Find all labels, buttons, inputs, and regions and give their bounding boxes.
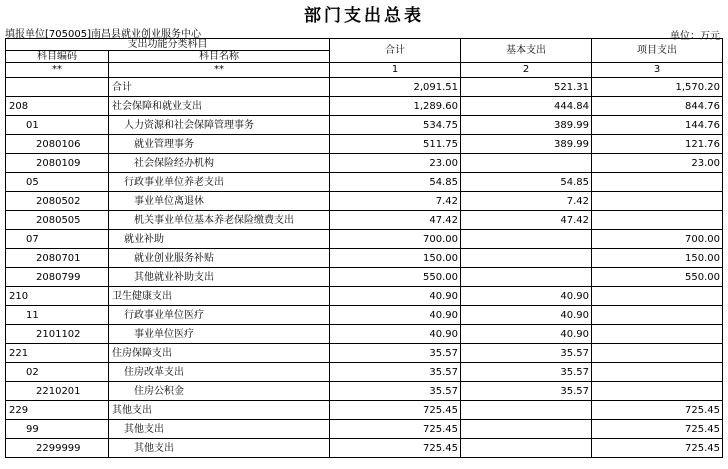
cell-project bbox=[592, 306, 723, 325]
cell-name: 合计 bbox=[109, 78, 330, 97]
cell-name: 行政事业单位医疗 bbox=[109, 306, 330, 325]
table-row bbox=[6, 211, 723, 230]
cell-total: 2,091.51 bbox=[330, 78, 461, 97]
expenditure-table bbox=[5, 38, 723, 458]
cell-project: 1,570.20 bbox=[592, 78, 723, 97]
cell-name: 住房公积金 bbox=[109, 382, 330, 401]
cell-name: 卫生健康支出 bbox=[109, 287, 330, 306]
cell-total: 550.00 bbox=[330, 268, 461, 287]
cell-code: 2080701 bbox=[6, 249, 109, 268]
table-row bbox=[6, 268, 723, 287]
basic-index: 2 bbox=[461, 63, 592, 78]
cell-code: 2080502 bbox=[6, 192, 109, 211]
cell-code: 2080106 bbox=[6, 135, 109, 154]
cell-basic bbox=[461, 401, 592, 420]
page-title: 部门支出总表 bbox=[304, 6, 424, 26]
total-index: 1 bbox=[330, 63, 461, 78]
cell-basic: 47.42 bbox=[461, 211, 592, 230]
cell-project bbox=[592, 211, 723, 230]
table-row bbox=[6, 420, 723, 439]
cell-project: 23.00 bbox=[592, 154, 723, 173]
cell-code: 221 bbox=[6, 344, 109, 363]
cell-code: 210 bbox=[6, 287, 109, 306]
cell-code: 07 bbox=[6, 230, 109, 249]
cell-name: 其他支出 bbox=[109, 420, 330, 439]
currency-unit: 单位：万元 bbox=[670, 31, 720, 42]
cell-project bbox=[592, 287, 723, 306]
category-group-header: 支出功能分类科目 bbox=[6, 39, 330, 51]
name-header: 科目名称 bbox=[109, 51, 330, 63]
cell-name: 社会保障和就业支出 bbox=[109, 97, 330, 116]
cell-project bbox=[592, 325, 723, 344]
cell-total: 725.45 bbox=[330, 401, 461, 420]
table-row bbox=[6, 173, 723, 192]
cell-name: 就业创业服务补贴 bbox=[109, 249, 330, 268]
cell-total: 54.85 bbox=[330, 173, 461, 192]
cell-total: 1,289.60 bbox=[330, 97, 461, 116]
cell-code: 2080799 bbox=[6, 268, 109, 287]
cell-total: 725.45 bbox=[330, 439, 461, 458]
cell-basic: 7.42 bbox=[461, 192, 592, 211]
cell-basic: 35.57 bbox=[461, 363, 592, 382]
cell-total: 40.90 bbox=[330, 325, 461, 344]
header-row-index bbox=[6, 63, 723, 78]
cell-total: 150.00 bbox=[330, 249, 461, 268]
cell-name: 住房保障支出 bbox=[109, 344, 330, 363]
cell-basic: 521.31 bbox=[461, 78, 592, 97]
cell-basic bbox=[461, 249, 592, 268]
basic-header: 基本支出 bbox=[461, 39, 592, 63]
cell-name: 其他支出 bbox=[109, 439, 330, 458]
code-header: 科目编码 bbox=[6, 51, 109, 63]
cell-total: 700.00 bbox=[330, 230, 461, 249]
name-index: ** bbox=[109, 63, 330, 78]
cell-name: 就业补助 bbox=[109, 230, 330, 249]
cell-basic: 389.99 bbox=[461, 116, 592, 135]
cell-total: 40.90 bbox=[330, 287, 461, 306]
cell-code: 11 bbox=[6, 306, 109, 325]
cell-project: 121.76 bbox=[592, 135, 723, 154]
cell-basic bbox=[461, 268, 592, 287]
cell-basic: 389.99 bbox=[461, 135, 592, 154]
cell-project: 725.45 bbox=[592, 439, 723, 458]
cell-name: 就业管理事务 bbox=[109, 135, 330, 154]
cell-basic bbox=[461, 230, 592, 249]
cell-basic bbox=[461, 154, 592, 173]
cell-code: 208 bbox=[6, 97, 109, 116]
header-row-group bbox=[6, 39, 723, 51]
table-row bbox=[6, 382, 723, 401]
cell-code: 99 bbox=[6, 420, 109, 439]
cell-total: 7.42 bbox=[330, 192, 461, 211]
table-row bbox=[6, 116, 723, 135]
table-row bbox=[6, 325, 723, 344]
cell-code: 2080109 bbox=[6, 154, 109, 173]
cell-project bbox=[592, 173, 723, 192]
cell-total: 40.90 bbox=[330, 306, 461, 325]
cell-project: 844.76 bbox=[592, 97, 723, 116]
cell-basic: 40.90 bbox=[461, 325, 592, 344]
cell-code: 2299999 bbox=[6, 439, 109, 458]
table-row bbox=[6, 401, 723, 420]
cell-code: 229 bbox=[6, 401, 109, 420]
cell-total: 511.75 bbox=[330, 135, 461, 154]
cell-project bbox=[592, 363, 723, 382]
cell-basic bbox=[461, 439, 592, 458]
table-row bbox=[6, 287, 723, 306]
cell-basic: 35.57 bbox=[461, 344, 592, 363]
cell-project bbox=[592, 344, 723, 363]
cell-project: 700.00 bbox=[592, 230, 723, 249]
total-header: 合计 bbox=[330, 39, 461, 63]
cell-name: 社会保险经办机构 bbox=[109, 154, 330, 173]
cell-code: 2210201 bbox=[6, 382, 109, 401]
cell-basic: 35.57 bbox=[461, 382, 592, 401]
cell-basic: 40.90 bbox=[461, 287, 592, 306]
cell-project: 550.00 bbox=[592, 268, 723, 287]
table-row bbox=[6, 306, 723, 325]
cell-code: 01 bbox=[6, 116, 109, 135]
cell-code: 02 bbox=[6, 363, 109, 382]
project-header: 项目支出 bbox=[592, 39, 723, 63]
cell-code: 2101102 bbox=[6, 325, 109, 344]
table-row bbox=[6, 154, 723, 173]
cell-total: 35.57 bbox=[330, 363, 461, 382]
cell-code: 05 bbox=[6, 173, 109, 192]
project-index: 3 bbox=[592, 63, 723, 78]
cell-project: 144.76 bbox=[592, 116, 723, 135]
table-row bbox=[6, 439, 723, 458]
cell-name: 其他支出 bbox=[109, 401, 330, 420]
table-row bbox=[6, 135, 723, 154]
cell-project bbox=[592, 382, 723, 401]
table-row bbox=[6, 363, 723, 382]
cell-name: 机关事业单位基本养老保险缴费支出 bbox=[109, 211, 330, 230]
cell-code: 2080505 bbox=[6, 211, 109, 230]
cell-name: 人力资源和社会保障管理事务 bbox=[109, 116, 330, 135]
cell-total: 534.75 bbox=[330, 116, 461, 135]
cell-project: 150.00 bbox=[592, 249, 723, 268]
cell-project: 725.45 bbox=[592, 420, 723, 439]
table-row bbox=[6, 230, 723, 249]
cell-name: 行政事业单位养老支出 bbox=[109, 173, 330, 192]
cell-name: 其他就业补助支出 bbox=[109, 268, 330, 287]
cell-total: 23.00 bbox=[330, 154, 461, 173]
code-index: ** bbox=[6, 63, 109, 78]
cell-basic: 40.90 bbox=[461, 306, 592, 325]
cell-total: 47.42 bbox=[330, 211, 461, 230]
table-row bbox=[6, 344, 723, 363]
table-row bbox=[6, 249, 723, 268]
cell-name: 住房改革支出 bbox=[109, 363, 330, 382]
table-row bbox=[6, 78, 723, 97]
table-row bbox=[6, 97, 723, 116]
cell-project bbox=[592, 192, 723, 211]
cell-basic: 54.85 bbox=[461, 173, 592, 192]
cell-basic bbox=[461, 420, 592, 439]
cell-code bbox=[6, 78, 109, 97]
cell-name: 事业单位离退休 bbox=[109, 192, 330, 211]
cell-name: 事业单位医疗 bbox=[109, 325, 330, 344]
cell-total: 35.57 bbox=[330, 344, 461, 363]
table-row bbox=[6, 192, 723, 211]
reporting-unit: 填报单位[705005]南昌县就业创业服务中心 bbox=[5, 29, 201, 40]
cell-basic: 444.84 bbox=[461, 97, 592, 116]
cell-project: 725.45 bbox=[592, 401, 723, 420]
cell-total: 725.45 bbox=[330, 420, 461, 439]
cell-total: 35.57 bbox=[330, 382, 461, 401]
